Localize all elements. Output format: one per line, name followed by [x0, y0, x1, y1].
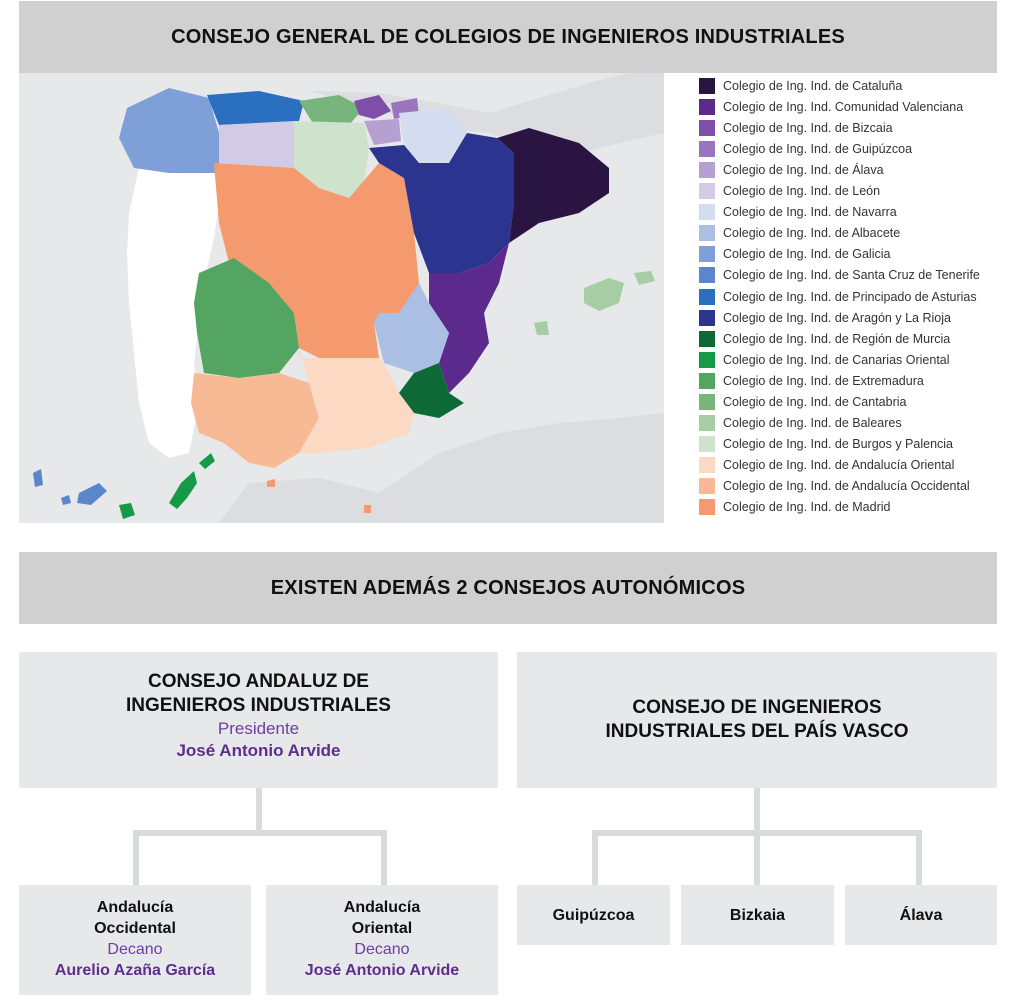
- oriental-dean: José Antonio Arvide: [304, 962, 460, 979]
- legend-item: [699, 77, 902, 95]
- legend-label: Colegio de Ing. Ind. de Andalucía Occidental: [723, 478, 970, 493]
- legend-item: [699, 456, 954, 474]
- guipuzcoa-label: Guipúzcoa: [552, 906, 635, 924]
- legend-label: Colegio de Ing. Ind. de Aragón y La Rioja: [723, 310, 951, 325]
- vasco-connector-middle-drop: [754, 830, 760, 886]
- consejo-vasco-box: [517, 652, 997, 788]
- gomera-island: [61, 495, 71, 505]
- legend-swatch: [699, 78, 715, 94]
- vasco-connector-left-drop: [592, 830, 598, 886]
- andaluz-connector-vertical: [256, 788, 262, 832]
- legend-label: Colegio de Ing. Ind. de Albacete: [723, 226, 901, 241]
- gran-canaria-island: [119, 503, 135, 519]
- legend-swatch: [699, 310, 715, 326]
- legend-item: [699, 309, 951, 327]
- legend-item: [699, 288, 977, 306]
- legend-swatch: [699, 289, 715, 305]
- alava-label: Álava: [899, 906, 943, 924]
- section-banner: [19, 552, 997, 624]
- legend-label: Colegio de Ing. Ind. de Santa Cruz de Tenerife: [723, 268, 980, 283]
- legend-label: Colegio de Ing. Ind. de Cataluña: [723, 79, 903, 93]
- mallorca-island: [584, 278, 624, 311]
- legend-label: Colegio de Ing. Ind. de Navarra: [723, 205, 897, 220]
- consejo-andaluz-box: [19, 652, 498, 788]
- legend-swatch: [699, 267, 715, 283]
- ibiza-island: [534, 321, 549, 335]
- legend-label: Colegio de Ing. Ind. de Guipúzcoa: [723, 142, 913, 157]
- legend-label: Colegio de Ing. Ind. de Bizcaia: [723, 121, 893, 136]
- legend-swatch: [699, 246, 715, 262]
- legend-label: Colegio de Ing. Ind. de Madrid: [723, 500, 891, 514]
- legend-swatch: [699, 183, 715, 199]
- legend-swatch: [699, 373, 715, 389]
- legend-item: [699, 203, 897, 221]
- legend-swatch: [699, 457, 715, 473]
- legend-label: Colegio de Ing. Ind. de Baleares: [723, 415, 902, 430]
- legend-label: Colegio de Ing. Ind. de Álava: [723, 163, 884, 178]
- legend-label: Colegio de Ing. Ind. de Andalucía Oriental: [723, 457, 955, 472]
- occidental-line-1: Andalucía: [96, 899, 174, 916]
- andaluz-title-line-1: CONSEJO ANDALUZ DE: [148, 671, 369, 692]
- bizkaia-label: Bizkaia: [729, 906, 786, 924]
- legend-item: [699, 372, 924, 390]
- legend-label: Colegio de Ing. Ind. de Cantabria: [723, 394, 907, 409]
- legend-item: [699, 98, 963, 116]
- andalucia-oriental-box: [266, 885, 498, 995]
- legend-label: Colegio de Ing. Ind. de Principado de Asturias: [723, 289, 977, 304]
- fuerteventura-island: [169, 471, 197, 509]
- bizkaia-box: [681, 885, 834, 945]
- legend-label: Colegio de Ing. Ind. de Galicia: [723, 247, 891, 262]
- legend-swatch: [699, 499, 715, 515]
- legend-swatch: [699, 436, 715, 452]
- galicia-region: [119, 88, 219, 173]
- legend-item: [699, 414, 902, 432]
- occidental-dean: Aurelio Azaña García: [54, 962, 216, 979]
- tenerife-island: [77, 483, 107, 505]
- oriental-line-1: Andalucía: [343, 899, 421, 916]
- legend-item: [699, 119, 893, 137]
- legend-swatch: [699, 141, 715, 157]
- legend-item: [699, 245, 890, 263]
- legend-label: Colegio de Ing. Ind. de Burgos y Palencia: [723, 436, 954, 451]
- legend-swatch: [699, 331, 715, 347]
- legend-swatch: [699, 225, 715, 241]
- legend-item: [699, 351, 950, 369]
- legend-swatch: [699, 394, 715, 410]
- legend-item: [699, 140, 912, 158]
- andaluz-president: José Antonio Arvide: [176, 741, 341, 760]
- legend-label: Colegio de Ing. Ind. de Extremadura: [723, 373, 924, 388]
- legend-label: Colegio de Ing. Ind. Comunidad Valenciana: [723, 100, 964, 115]
- legend-item: [699, 477, 970, 495]
- legend-swatch: [699, 415, 715, 431]
- page-title-banner: [19, 1, 997, 73]
- asturias-region: [207, 91, 304, 125]
- legend-item: [699, 393, 906, 411]
- legend-item: [699, 182, 880, 200]
- legend-item: [699, 161, 884, 179]
- section-title: EXISTEN ADEMÁS 2 CONSEJOS AUTONÓMICOS: [270, 576, 746, 599]
- oriental-line-2: Oriental: [351, 920, 413, 937]
- legend-item: [699, 435, 953, 453]
- vasco-title-line-2: INDUSTRIALES DEL PAÍS VASCO: [605, 721, 909, 742]
- oriental-role: Decano: [354, 941, 410, 958]
- andaluz-connector-right-drop: [381, 830, 387, 886]
- ceuta-mark: [267, 479, 275, 487]
- legend-label: Colegio de Ing. Ind. de Región de Murcia: [723, 331, 951, 346]
- legend-item: [699, 498, 890, 516]
- andaluz-connector-horizontal: [133, 830, 387, 836]
- spain-map: [19, 73, 664, 523]
- occidental-role: Decano: [107, 941, 163, 958]
- legend-label: Colegio de Ing. Ind. de Canarias Oriental: [723, 352, 950, 367]
- vasco-connector-vertical: [754, 788, 760, 832]
- la-palma-island: [33, 469, 43, 487]
- alava-region: [364, 119, 401, 145]
- vasco-connector-right-drop: [916, 830, 922, 886]
- andalucia-occidental-box: [19, 885, 251, 995]
- legend-swatch: [699, 352, 715, 368]
- legend-swatch: [699, 204, 715, 220]
- vasco-title-line-1: CONSEJO DE INGENIEROS: [632, 697, 882, 718]
- guipuzcoa-box: [517, 885, 670, 945]
- legend-item: [699, 330, 950, 348]
- legend-swatch: [699, 162, 715, 178]
- andaluz-role: Presidente: [217, 719, 300, 738]
- legend-swatch: [699, 478, 715, 494]
- legend-item: [699, 266, 980, 284]
- legend-label: Colegio de Ing. Ind. de León: [723, 184, 881, 199]
- andaluz-title-line-2: INGENIEROS INDUSTRIALES: [126, 695, 391, 716]
- menorca-island: [634, 271, 655, 285]
- occidental-line-2: Occidental: [94, 920, 176, 937]
- page-title: CONSEJO GENERAL DE COLEGIOS DE INGENIEROS INDUSTRIALES: [171, 25, 845, 48]
- legend-swatch: [699, 99, 715, 115]
- map-legend: [664, 73, 997, 523]
- legend-item: [699, 224, 900, 242]
- andaluz-connector-left-drop: [133, 830, 139, 886]
- lanzarote-island: [199, 453, 215, 469]
- alava-box: [845, 885, 997, 945]
- melilla-mark: [364, 505, 371, 513]
- legend-swatch: [699, 120, 715, 136]
- map-svg: [19, 73, 664, 523]
